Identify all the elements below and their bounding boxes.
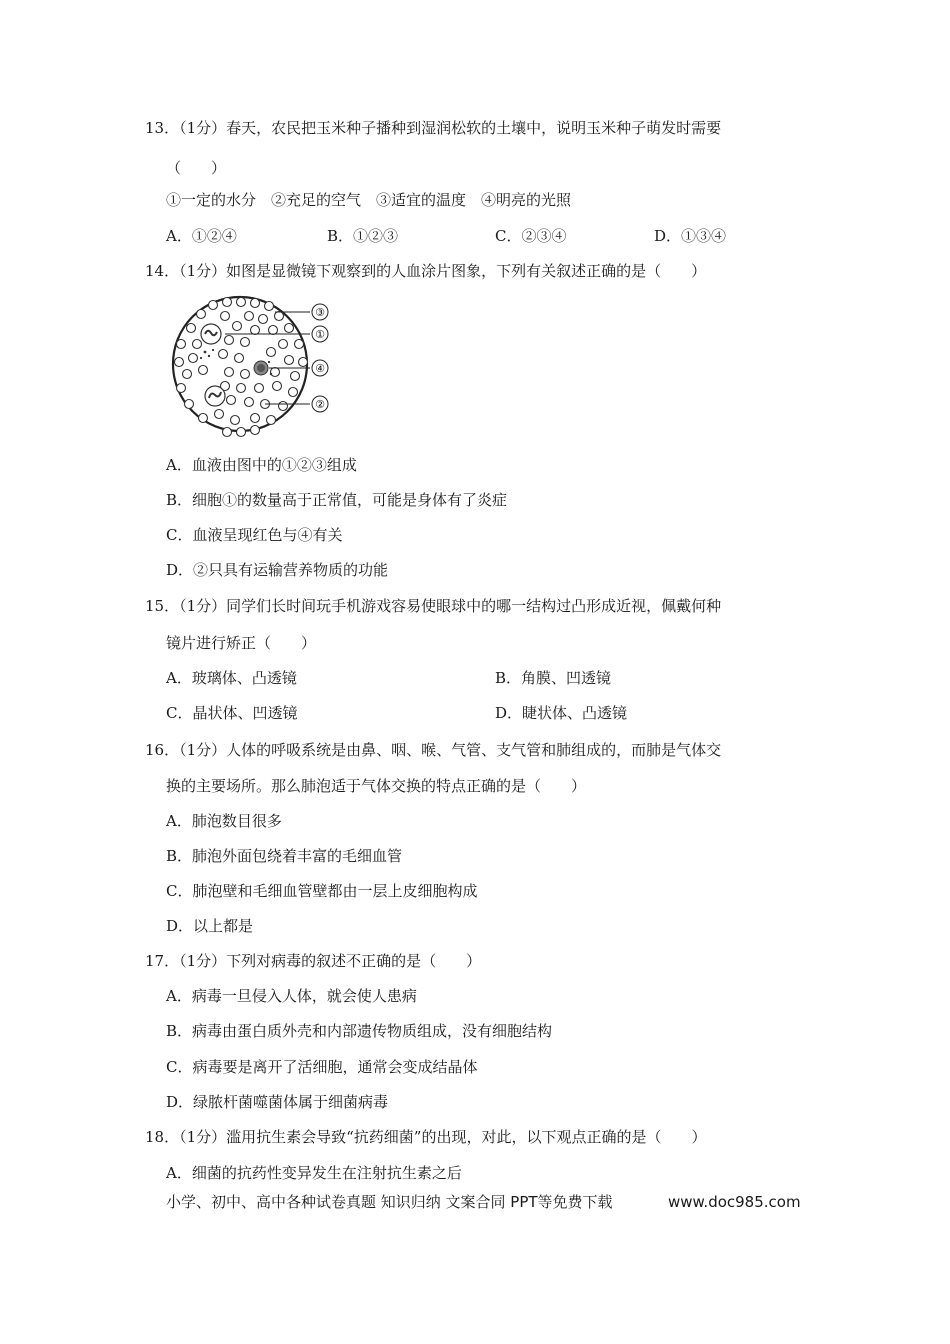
q13-stem: 13．（1分）春天，农民把玉米种子播种到湿润松软的土壤中，说明玉米种子萌发时需要: [145, 119, 722, 137]
q13-conditions: ①一定的水分 ②充足的空气 ③适宜的温度 ④明亮的光照: [166, 191, 572, 209]
q16-option-a: A．肺泡数目很多: [166, 812, 282, 830]
footer-url[interactable]: www.doc985.com: [668, 1193, 801, 1211]
q14-option-a: A．血液由图中的①②③组成: [166, 456, 357, 474]
q16-stem: 16．（1分）人体的呼吸系统是由鼻、咽、喉、气管、支气管和肺组成的，而肺是气体交: [145, 741, 722, 759]
q17-option-c: C．病毒要是离开了活细胞，通常会变成结晶体: [166, 1058, 478, 1076]
figure-label-2: ②: [315, 398, 325, 411]
footer-text: 小学、初中、高中各种试卷真题 知识归纳 文案合同 PPT等免费下载: [166, 1193, 613, 1211]
q16-option-b: B．肺泡外面包绕着丰富的毛细血管: [166, 847, 403, 865]
q14-option-d: D．②只具有运输营养物质的功能: [166, 561, 389, 579]
q16-stem-continued: 换的主要场所。那么肺泡适于气体交换的特点正确的是（ ）: [166, 777, 587, 795]
q18-option-a: A．细菌的抗药性变异发生在注射抗生素之后: [166, 1164, 462, 1182]
q13-option-d: D．①③④: [654, 227, 727, 245]
white-blood-cell-bottom: [205, 386, 225, 406]
figure-label-circles: [312, 304, 328, 412]
q17-option-b: B．病毒由蛋白质外壳和内部遗传物质组成，没有细胞结构: [166, 1022, 553, 1040]
figure-label-4: ④: [315, 362, 325, 375]
q15-stem-continued: 镜片进行矫正（ ）: [166, 634, 317, 652]
page-footer: [166, 1192, 801, 1212]
q15-option-c: C．晶状体、凹透镜: [166, 704, 298, 722]
q15-option-a: A．玻璃体、凸透镜: [166, 669, 297, 687]
q18-stem: 18．（1分）滥用抗生素会导致“抗药细菌”的出现，对此，以下观点正确的是（ ）: [145, 1128, 707, 1146]
blood-smear-figure: [165, 292, 340, 442]
q17-option-a: A．病毒一旦侵入人体，就会使人患病: [166, 987, 417, 1005]
q13-answer-paren: （ ）: [166, 159, 227, 177]
q14-option-c: C．血液呈现红色与④有关: [166, 526, 343, 544]
figure-label-1: ①: [315, 328, 325, 341]
q15-stem: 15．（1分）同学们长时间玩手机游戏容易使眼球中的哪一结构过凸形成近视，佩戴何种: [145, 597, 722, 615]
q13-option-a: A．①②④: [166, 227, 237, 245]
white-blood-cell-top: [201, 324, 221, 344]
q17-stem: 17．（1分）下列对病毒的叙述不正确的是（ ）: [145, 952, 482, 970]
q13-option-b: B．①②③: [327, 227, 399, 245]
figure-label-3: ③: [315, 306, 325, 319]
q17-option-d: D．绿脓杆菌噬菌体属于细菌病毒: [166, 1093, 389, 1111]
q16-option-d: D．以上都是: [166, 917, 254, 935]
q14-option-b: B．细胞①的数量高于正常值，可能是身体有了炎症: [166, 491, 508, 509]
q15-option-b: B．角膜、凹透镜: [495, 669, 612, 687]
q15-option-d: D．睫状体、凸透镜: [495, 704, 628, 722]
q14-stem: 14．（1分）如图是显微镜下观察到的人血涂片图象，下列有关叙述正确的是（ ）: [145, 262, 707, 280]
stained-cell: [254, 361, 268, 375]
q13-option-c: C．②③④: [495, 227, 567, 245]
q16-option-c: C．肺泡壁和毛细血管壁都由一层上皮细胞构成: [166, 882, 478, 900]
